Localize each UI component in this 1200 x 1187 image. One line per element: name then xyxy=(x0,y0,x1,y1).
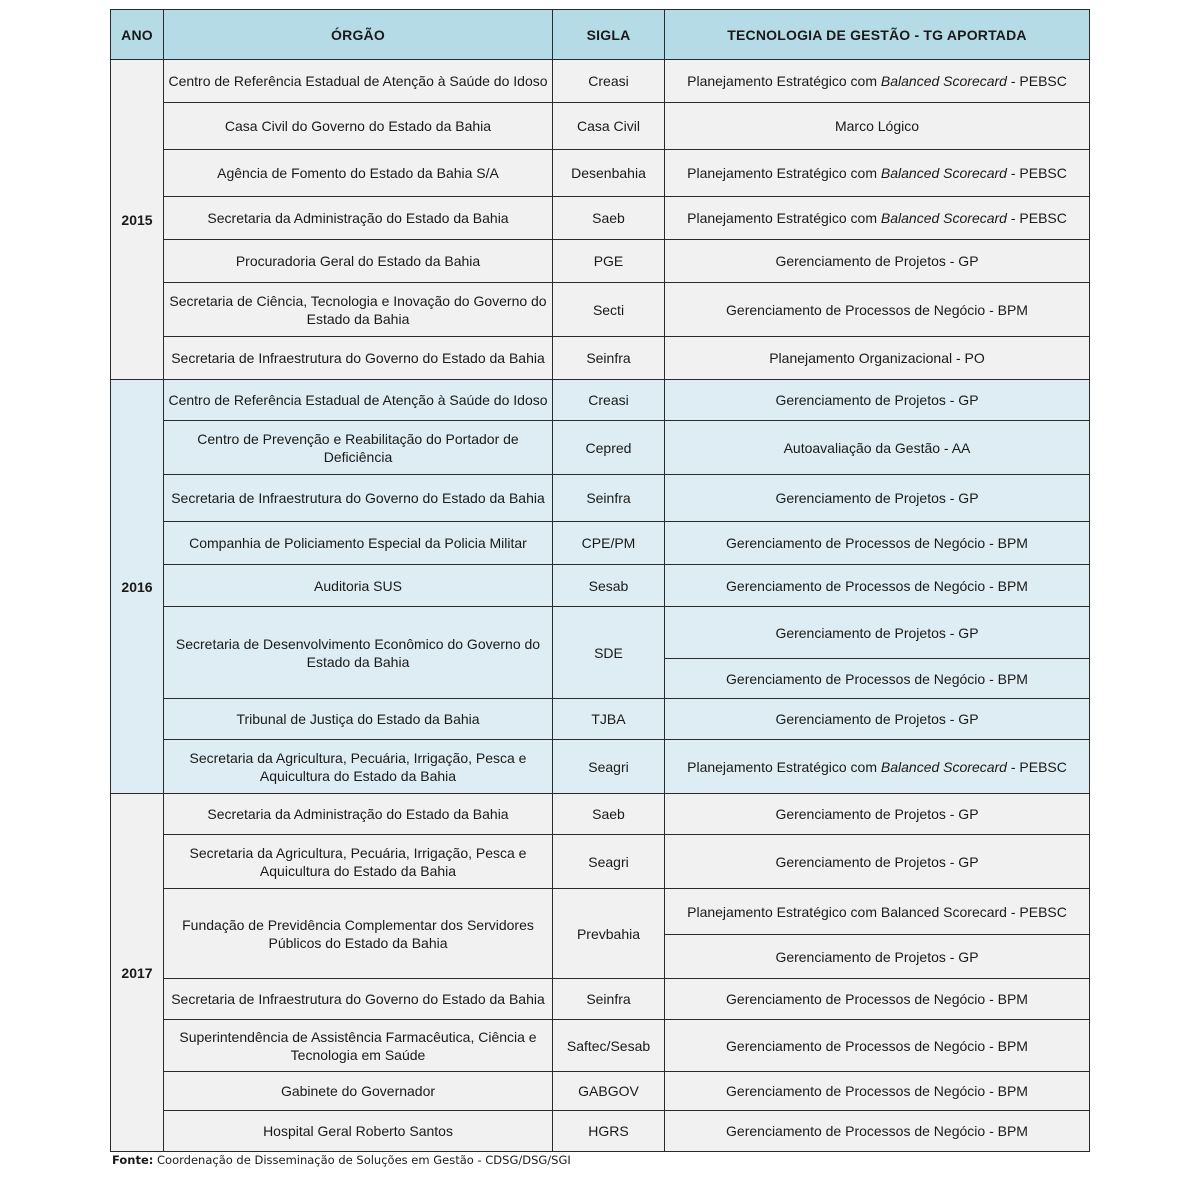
orgao-cell: Secretaria da Administração do Estado da Bahia xyxy=(164,197,553,240)
tecnologia-cell xyxy=(665,60,1090,103)
sigla-cell: Seinfra xyxy=(553,337,665,380)
tecnologia-cell xyxy=(665,935,1090,979)
tecnologia-cell xyxy=(665,421,1090,475)
tecnologia-cell xyxy=(665,565,1090,607)
orgao-cell: Secretaria da Agricultura, Pecuária, Irrigação, Pesca e Aquicultura do Estado da Bahia xyxy=(164,835,553,889)
sigla-cell: Secti xyxy=(553,283,665,337)
tecnologia-cell xyxy=(665,337,1090,380)
sigla-cell: TJBA xyxy=(553,699,665,740)
sigla-cell: Creasi xyxy=(553,380,665,421)
tg-text-italic: Balanced Scorecard xyxy=(880,758,1007,775)
orgao-cell: Secretaria de Desenvolvimento Econômico do Governo do Estado da Bahia xyxy=(164,607,553,699)
orgao-cell: Agência de Fomento do Estado da Bahia S/A xyxy=(164,150,553,197)
table-row xyxy=(111,337,1090,380)
tecnologia-cell xyxy=(665,659,1090,699)
table-row xyxy=(111,794,1090,835)
sigla-cell: GABGOV xyxy=(553,1072,665,1111)
orgao-cell: Companhia de Policiamento Especial da Policia Militar xyxy=(164,522,553,565)
orgao-cell: Procuradoria Geral do Estado da Bahia xyxy=(164,240,553,283)
tg-text: Gerenciamento de Projetos - GP xyxy=(775,806,979,822)
sigla-cell: Sesab xyxy=(553,565,665,607)
tecnologia-cell xyxy=(665,197,1090,240)
tecnologia-cell xyxy=(665,475,1090,522)
orgao-cell: Secretaria de Infraestrutura do Governo do Estado da Bahia xyxy=(164,475,553,522)
year-group-2016 xyxy=(111,380,1090,794)
sigla-cell: HGRS xyxy=(553,1111,665,1152)
tecnologia-cell xyxy=(665,979,1090,1020)
orgao-cell: Fundação de Previdência Complementar dos Servidores Públicos do Estado da Bahia xyxy=(164,889,553,979)
tg-text: Marco Lógico xyxy=(834,118,920,134)
orgao-cell: Secretaria da Administração do Estado da Bahia xyxy=(164,794,553,835)
header-sigla: SIGLA xyxy=(553,10,665,60)
sigla-cell: Saftec/Sesab xyxy=(553,1020,665,1072)
year-cell: 2015 xyxy=(111,60,164,380)
year-cell: 2017 xyxy=(111,794,164,1152)
sigla-cell: Creasi xyxy=(553,60,665,103)
sigla-cell: Seagri xyxy=(553,835,665,889)
tecnologia-cell xyxy=(665,607,1090,659)
tg-text: Planejamento Estratégico com xyxy=(687,73,881,89)
header-orgao: ÓRGÃO xyxy=(164,10,553,60)
orgao-cell: Gabinete do Governador xyxy=(164,1072,553,1111)
tg-text: Gerenciamento de Processos de Negócio - BPM xyxy=(726,1037,1028,1054)
tg-text-suffix: - PEBSC xyxy=(1006,165,1067,181)
tg-text: Gerenciamento de Projetos - GP xyxy=(775,711,979,727)
orgao-cell: Secretaria da Agricultura, Pecuária, Irrigação, Pesca e Aquicultura do Estado da Bahia xyxy=(164,740,553,794)
tg-text: Gerenciamento de Projetos - GP xyxy=(775,853,979,870)
table-row xyxy=(111,699,1090,740)
source-footnote xyxy=(112,1153,571,1167)
tecnologia-cell xyxy=(665,522,1090,565)
tg-text-italic: Balanced Scorecard xyxy=(880,210,1007,226)
tg-text: Gerenciamento de Processos de Negócio - BPM xyxy=(726,991,1028,1007)
tg-text: Gerenciamento de Processos de Negócio - BPM xyxy=(726,577,1028,594)
tg-text-suffix: - PEBSC xyxy=(1006,758,1067,775)
sigla-cell: PGE xyxy=(553,240,665,283)
table-row xyxy=(111,522,1090,565)
tg-text-suffix: - PEBSC xyxy=(1006,73,1067,89)
tecnologia-cell xyxy=(665,1020,1090,1072)
year-group-2017 xyxy=(111,794,1090,1152)
tg-text: Planejamento Estratégico com xyxy=(687,165,881,181)
table-row xyxy=(111,740,1090,794)
tecnologia-cell xyxy=(665,240,1090,283)
orgao-cell: Centro de Prevenção e Reabilitação do Portador de Deficiência xyxy=(164,421,553,475)
table-row xyxy=(111,1072,1090,1111)
tg-text: Gerenciamento de Processos de Negócio - BPM xyxy=(726,1083,1028,1099)
orgao-cell: Secretaria de Infraestrutura do Governo do Estado da Bahia xyxy=(164,337,553,380)
orgao-cell: Superintendência de Assistência Farmacêutica, Ciência e Tecnologia em Saúde xyxy=(164,1020,553,1072)
sigla-cell: Saeb xyxy=(553,197,665,240)
table-row xyxy=(111,421,1090,475)
tg-text: Planejamento Estratégico com Balanced Scorecard - PEBSC xyxy=(687,903,1067,920)
table-row xyxy=(111,283,1090,337)
table-row xyxy=(111,607,1090,659)
tg-text: Gerenciamento de Projetos - GP xyxy=(775,624,979,641)
table-row xyxy=(111,60,1090,103)
table-row xyxy=(111,565,1090,607)
tg-text: Gerenciamento de Processos de Negócio - BPM xyxy=(726,670,1028,687)
header-tecnologia: TECNOLOGIA DE GESTÃO - TG APORTADA xyxy=(665,10,1090,60)
header-row xyxy=(111,10,1090,60)
sigla-cell: Saeb xyxy=(553,794,665,835)
sigla-cell: Cepred xyxy=(553,421,665,475)
tecnologia-cell xyxy=(665,1072,1090,1111)
tg-text: Gerenciamento de Processos de Negócio - BPM xyxy=(726,535,1028,551)
tecnologia-cell xyxy=(665,794,1090,835)
orgao-cell: Tribunal de Justiça do Estado da Bahia xyxy=(164,699,553,740)
table-row xyxy=(111,889,1090,935)
tg-text: Planejamento Organizacional - PO xyxy=(769,350,985,366)
tecnologia-cell xyxy=(665,380,1090,421)
table-row xyxy=(111,1111,1090,1152)
sigla-cell: Casa Civil xyxy=(553,103,665,150)
tg-text-italic: Balanced Scorecard xyxy=(880,73,1007,89)
table-row xyxy=(111,475,1090,522)
sigla-cell: Seinfra xyxy=(553,979,665,1020)
tecnologia-cell xyxy=(665,835,1090,889)
sigla-cell: CPE/PM xyxy=(553,522,665,565)
year-group-2015 xyxy=(111,60,1090,380)
header-ano: ANO xyxy=(111,10,164,60)
tecnologia-cell xyxy=(665,283,1090,337)
orgao-cell: Secretaria de Infraestrutura do Governo do Estado da Bahia xyxy=(164,979,553,1020)
table-row xyxy=(111,1020,1090,1072)
tecnologia-cell xyxy=(665,740,1090,794)
tg-text: Gerenciamento de Projetos - GP xyxy=(775,253,979,269)
sigla-cell: Seagri xyxy=(553,740,665,794)
table-row xyxy=(111,150,1090,197)
tg-text-suffix: - PEBSC xyxy=(1006,210,1067,226)
orgao-cell: Centro de Referência Estadual de Atenção à Saúde do Idoso xyxy=(164,60,553,103)
sigla-cell: SDE xyxy=(553,607,665,699)
tecnologia-cell xyxy=(665,1111,1090,1152)
tg-text: Autoavaliação da Gestão - AA xyxy=(783,439,971,456)
management-technology-table xyxy=(110,9,1090,1152)
table-row xyxy=(111,240,1090,283)
tg-text: Gerenciamento de Projetos - GP xyxy=(775,392,979,408)
tecnologia-cell xyxy=(665,150,1090,197)
tg-text: Gerenciamento de Processos de Negócio - BPM xyxy=(726,1123,1028,1139)
tecnologia-cell xyxy=(665,103,1090,150)
tecnologia-cell xyxy=(665,889,1090,935)
table-row xyxy=(111,835,1090,889)
footnote-label: Fonte: xyxy=(112,1153,154,1167)
orgao-cell: Auditoria SUS xyxy=(164,565,553,607)
table-row xyxy=(111,380,1090,421)
sigla-cell: Seinfra xyxy=(553,475,665,522)
tg-text: Planejamento Estratégico com xyxy=(687,758,881,775)
tg-text-italic: Balanced Scorecard xyxy=(880,165,1007,181)
tg-text: Planejamento Estratégico com xyxy=(687,210,881,226)
tg-text: Gerenciamento de Projetos - GP xyxy=(775,948,979,965)
footnote-text: Coordenação de Disseminação de Soluções em Gestão - CDSG/DSG/SGI xyxy=(153,1153,571,1167)
year-cell: 2016 xyxy=(111,380,164,794)
tecnologia-cell xyxy=(665,699,1090,740)
orgao-cell: Hospital Geral Roberto Santos xyxy=(164,1111,553,1152)
table-row xyxy=(111,197,1090,240)
table-row xyxy=(111,103,1090,150)
sigla-cell: Desenbahia xyxy=(553,150,665,197)
orgao-cell: Secretaria de Ciência, Tecnologia e Inovação do Governo do Estado da Bahia xyxy=(164,283,553,337)
table-row xyxy=(111,979,1090,1020)
orgao-cell: Centro de Referência Estadual de Atenção à Saúde do Idoso xyxy=(164,380,553,421)
sigla-cell: Prevbahia xyxy=(553,889,665,979)
orgao-cell: Casa Civil do Governo do Estado da Bahia xyxy=(164,103,553,150)
tg-text: Gerenciamento de Processos de Negócio - BPM xyxy=(726,301,1028,318)
tg-text: Gerenciamento de Projetos - GP xyxy=(775,490,979,506)
